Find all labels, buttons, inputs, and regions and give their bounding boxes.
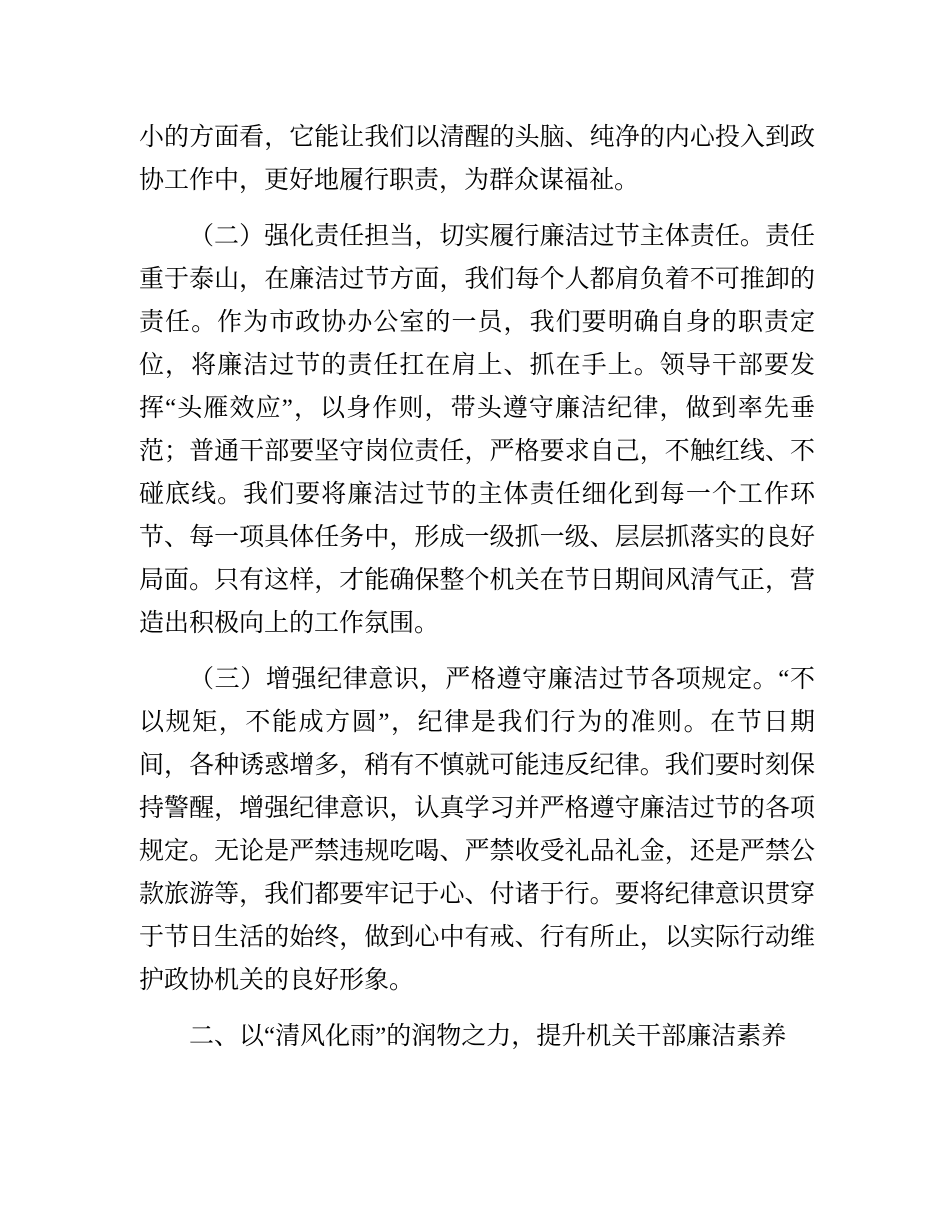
paragraph-continuation: 小的方面看，它能让我们以清醒的头脑、纯净的内心投入到政协工作中，更好地履行职责，为群众谋福祉。	[139, 124, 815, 194]
document-body	[139, 116, 815, 1058]
section-heading-part-2: 二、以“清风化雨”的润物之力，提升机关干部廉洁素养	[189, 1023, 787, 1050]
paragraph-section-2: （二）强化责任担当，切实履行廉洁过节主体责任。责任重于泰山，在廉洁过节方面，我们每个人都肩负着不可推卸的责任。作为市政协办公室的一员，我们要明确自身的职责定位，将廉洁过节的责任扛在肩上、抓在手上。领导干部要发挥“头雁效应”，以身作则，带头遵守廉洁纪律，做到率先垂范；普通干部要坚守岗位责任，严格要求自己，不触红线、不碰底线。我们要将廉洁过节的主体责任细化到每一个工作环节、每一项具体任务中，形成一级抓一级、层层抓落实的良好局面。只有这样，才能确保整个机关在节日期间风清气正，营造出积极向上的工作氛围。	[139, 223, 815, 637]
paragraph-section-3: （三）增强纪律意识，严格遵守廉洁过节各项规定。“不以规矩，不能成方圆”，纪律是我们行为的准则。在节日期间，各种诱惑增多，稍有不慎就可能违反纪律。我们要时刻保持警醒，增强纪律意识，认真学习并严格遵守廉洁过节的各项规定。无论是严禁违规吃喝、严禁收受礼品礼金，还是严禁公款旅游等，我们都要牢记于心、付诸于行。要将纪律意识贯穿于节日生活的始终，做到心中有戒、行有所止，以实际行动维护政协机关的良好形象。	[139, 666, 815, 994]
